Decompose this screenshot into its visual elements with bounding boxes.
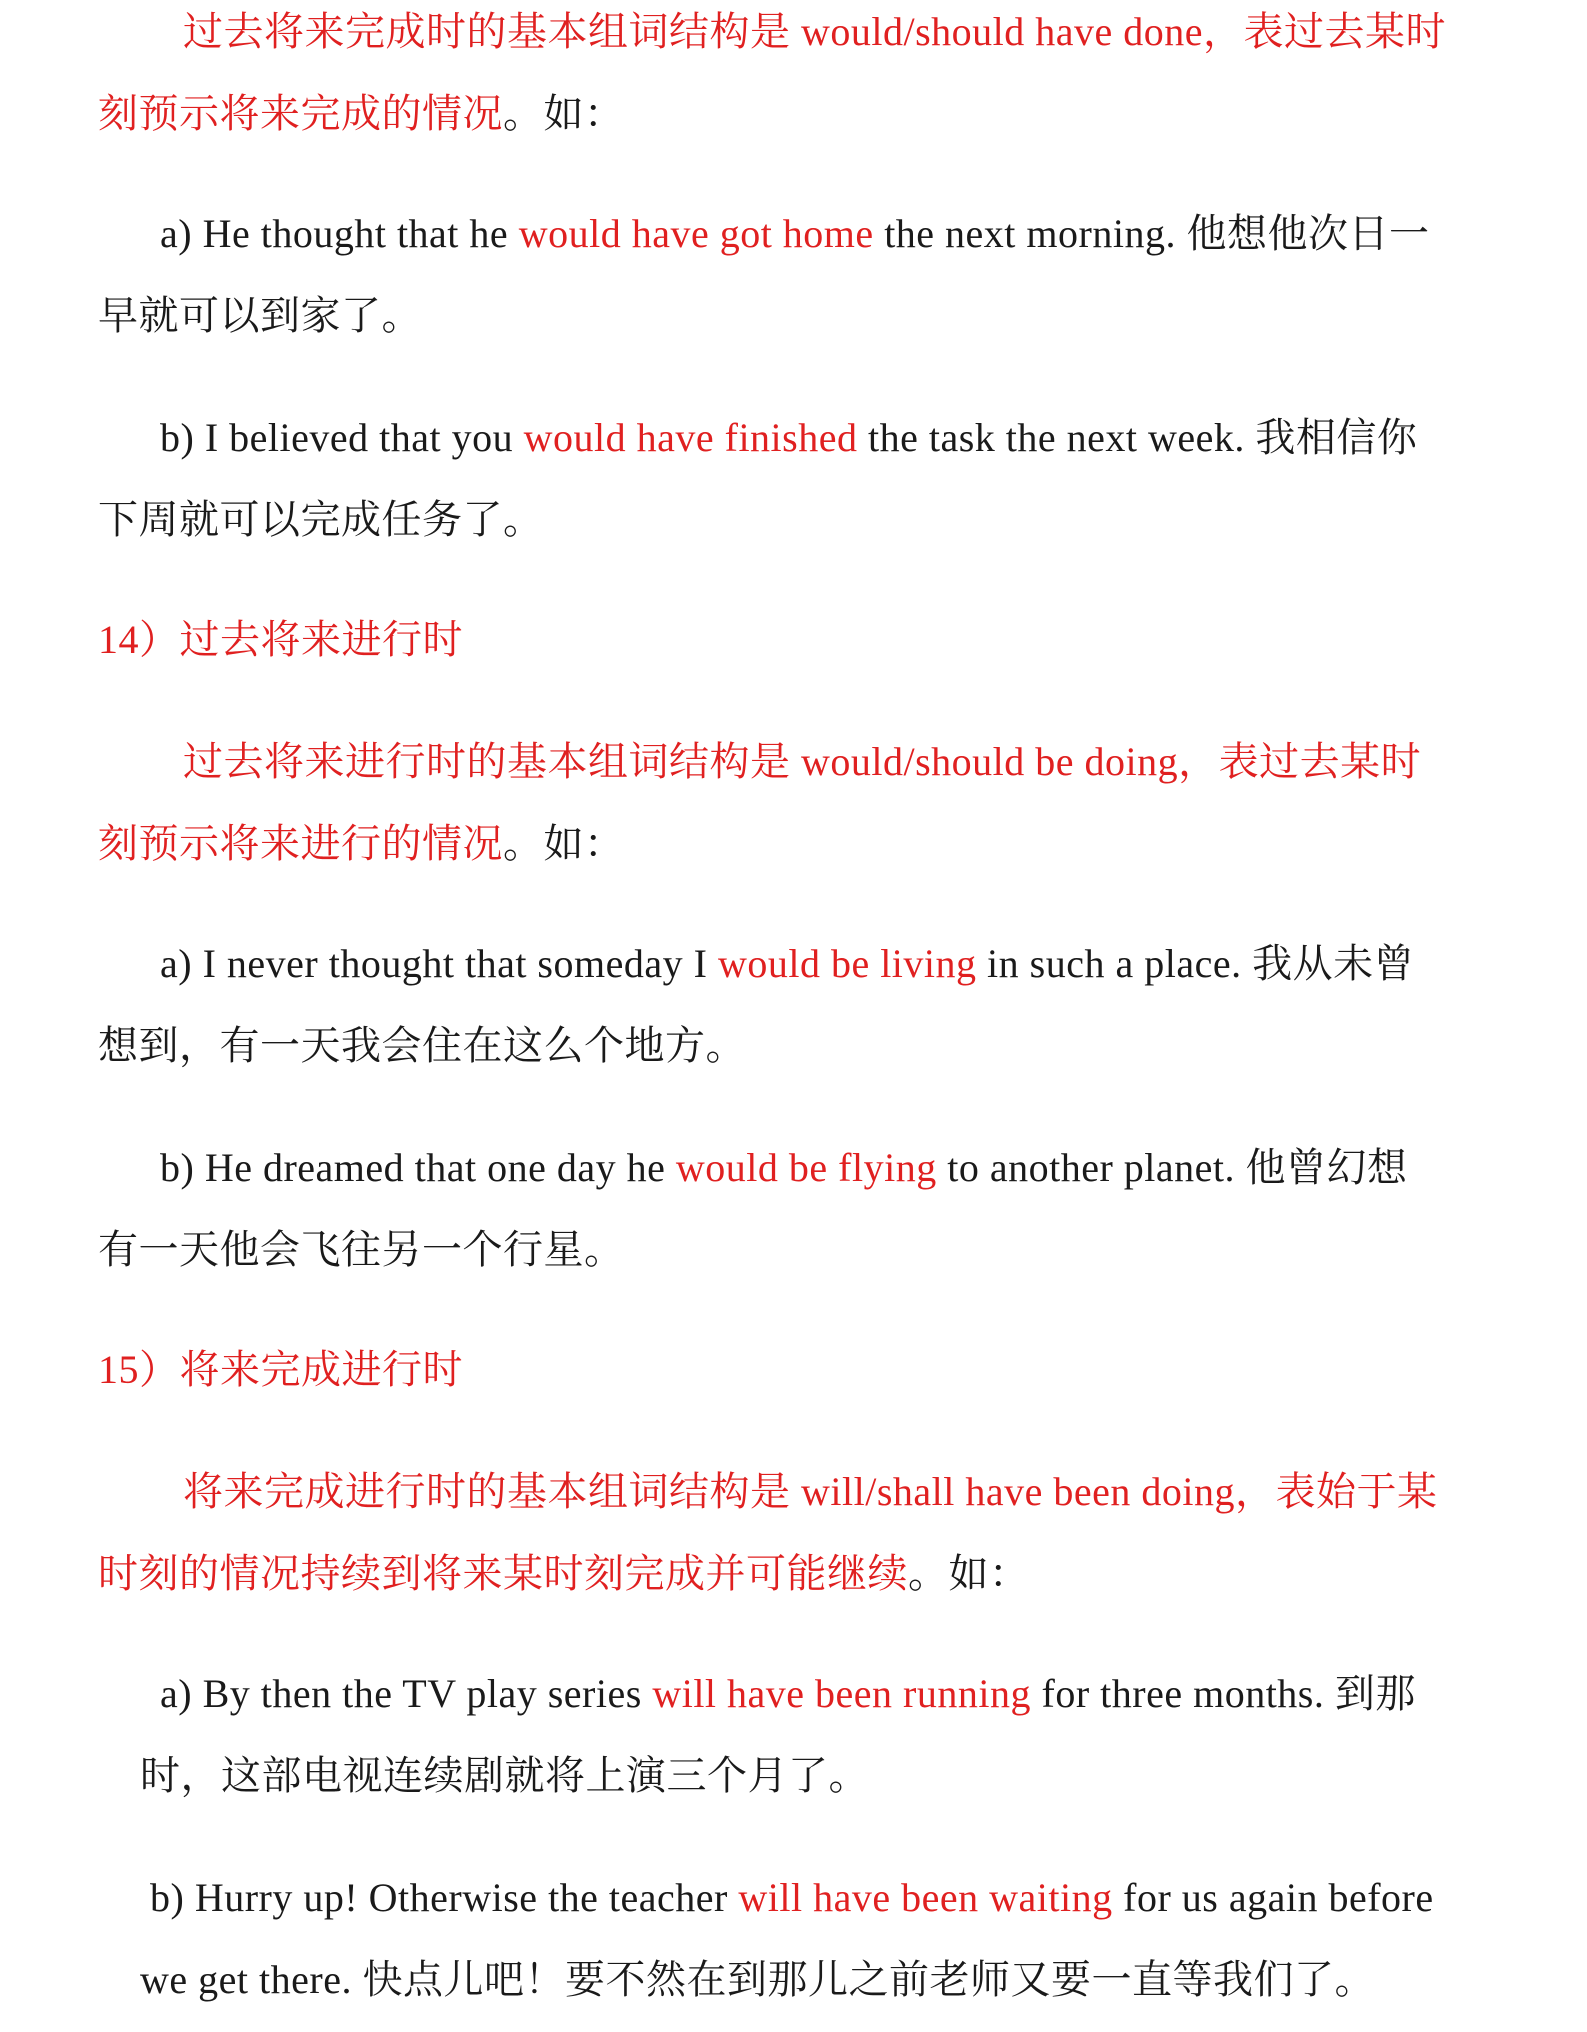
s13-example-a-line-1 <box>160 208 1429 260</box>
s15-definition-text: 将来完成进行时的基本组词结构是 will/shall have been doing，表始于某 <box>183 1469 1438 1514</box>
s13-example-a-line-2 <box>98 290 422 342</box>
example-translation: 有一天他会飞往另一个行星。 <box>98 1227 625 1272</box>
s15-example-b-line-1 <box>150 1872 1434 1924</box>
example-text: a) I never thought that someday I <box>160 941 718 986</box>
example-translation: 想到，有一天我会住在这么个地方。 <box>98 1023 746 1068</box>
example-text: b) Hurry up! Otherwise the teacher <box>150 1875 739 1920</box>
example-highlight: would be living <box>717 941 977 986</box>
section-heading: 15）将来完成进行时 <box>98 1347 463 1392</box>
s15-definition-text-cont: 时刻的情况持续到将来某时刻完成并可能继续 <box>98 1551 908 1596</box>
example-translation: 时，这部电视连续剧就将上演三个月了。 <box>140 1753 869 1798</box>
example-text: in such a place. 我从未曾 <box>976 941 1415 986</box>
example-highlight: will have been running <box>652 1671 1031 1716</box>
s15-heading <box>98 1344 463 1396</box>
example-highlight: would have finished <box>523 415 858 460</box>
s14-example-a-line-2 <box>98 1020 746 1072</box>
example-translation: 早就可以到家了。 <box>98 293 422 338</box>
s14-definition-text-cont: 刻预示将来进行的情况 <box>98 821 503 866</box>
s15-example-b-line-2 <box>140 1954 1375 2006</box>
s14-definition-example-intro: 。如： <box>503 821 625 866</box>
s13-definition-text-cont: 刻预示将来完成的情况 <box>98 91 503 136</box>
section-heading: 14）过去将来进行时 <box>98 617 463 662</box>
example-text: to another planet. 他曾幻想 <box>936 1145 1408 1190</box>
s13-example-b-line-1 <box>160 412 1417 464</box>
s14-example-a-line-1 <box>160 938 1414 990</box>
s14-definition-line-2 <box>98 818 625 870</box>
example-text: b) He dreamed that one day he <box>160 1145 676 1190</box>
s14-heading <box>98 614 463 666</box>
example-text: the task the next week. 我相信你 <box>857 415 1418 460</box>
example-text: a) By then the TV play series <box>160 1671 653 1716</box>
s13-definition-example-intro: 。如： <box>503 91 625 136</box>
s14-definition-line-1 <box>183 736 1421 788</box>
s14-example-b-line-1 <box>160 1142 1408 1194</box>
s15-definition-line-2 <box>98 1548 1030 1600</box>
example-text: the next morning. 他想他次日一 <box>873 211 1430 256</box>
example-highlight: will have been waiting <box>738 1875 1113 1920</box>
example-text: for us again before <box>1112 1875 1434 1920</box>
s13-example-b-line-2 <box>98 494 544 546</box>
s13-definition-text: 过去将来完成时的基本组词结构是 would/should have done，表过去某时 <box>183 9 1447 54</box>
s13-definition-line-1 <box>183 6 1446 58</box>
example-highlight: would be flying <box>675 1145 937 1190</box>
s14-definition-text: 过去将来进行时的基本组词结构是 would/should be doing，表过去某时 <box>183 739 1422 784</box>
s15-example-a-line-2 <box>140 1750 869 1802</box>
s15-definition-line-1 <box>183 1466 1438 1518</box>
s15-definition-example-intro: 。如： <box>908 1551 1030 1596</box>
example-translation: 下周就可以完成任务了。 <box>98 497 544 542</box>
s13-definition-line-2 <box>98 88 625 140</box>
example-text: b) I believed that you <box>160 415 524 460</box>
s15-example-a-line-1 <box>160 1668 1416 1720</box>
s14-example-b-line-2 <box>98 1224 625 1276</box>
example-translation: we get there. 快点儿吧！要不然在到那儿之前老师又要一直等我们了。 <box>140 1957 1375 2002</box>
example-text: a) He thought that he <box>160 211 519 256</box>
example-highlight: would have got home <box>518 211 874 256</box>
example-text: for three months. 到那 <box>1031 1671 1416 1716</box>
